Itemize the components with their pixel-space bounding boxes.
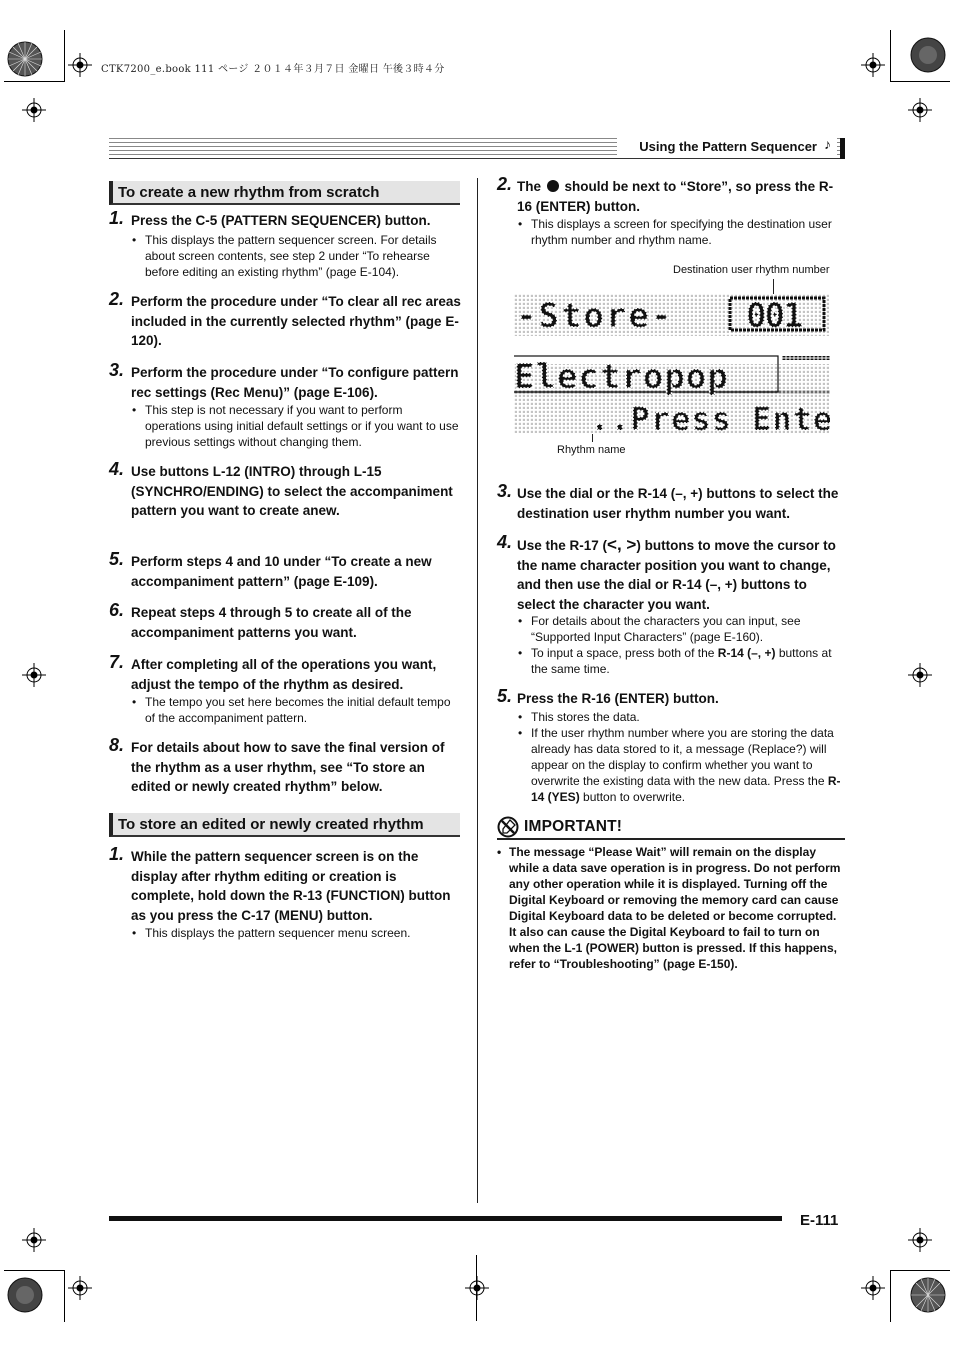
callout-rhythm-name: Rhythm name <box>557 444 626 456</box>
important-text: • The message “Please Wait” will remain on the display while a data save operation is in progress. Do not perform any other operation while it is displayed. Turning off the Digital Keyboard or removing the memory card can cause Digital Keyboard data to be deleted or become corrupted. It also can cause the Digital Keyboard to fail to turn on when the L-1 (POWER) button is pressed. If this happens, refer to “Troubleshooting” (page E-150). <box>509 844 843 972</box>
file-info: CTK7200_e.book 111 ページ ２０１４年３月７日 金曜日 午後３時４分 <box>101 64 445 75</box>
lcd-rhythm-number: 001 <box>746 296 802 336</box>
crosshair-mark-icon <box>861 1276 885 1300</box>
lcd-rhythm-name: Electropop <box>514 357 729 397</box>
crosshair-mark-icon <box>22 1228 46 1252</box>
crosshair-mark-icon <box>68 53 92 77</box>
lcd-line-store: -Store- <box>516 296 674 336</box>
crosshair-mark-icon <box>68 1276 92 1300</box>
crosshair-mark-icon <box>908 98 932 122</box>
important-pen-icon <box>497 816 519 838</box>
registration-disc-icon <box>909 1276 947 1314</box>
page-number: E-111 <box>800 1212 839 1229</box>
lcd-display <box>514 294 830 434</box>
crosshair-mark-icon <box>908 663 932 687</box>
crosshair-mark-icon <box>908 1228 932 1252</box>
registration-disc-icon <box>6 1276 44 1314</box>
crosshair-mark-icon <box>465 1276 489 1300</box>
music-note-icon: ♪ <box>824 136 831 152</box>
lcd-press-enter: ..Press Enter <box>590 400 830 434</box>
crosshair-mark-icon <box>861 53 885 77</box>
crosshair-mark-icon <box>22 98 46 122</box>
section-heading: To store an edited or newly created rhythm <box>109 813 460 837</box>
registration-disc-icon <box>6 40 44 78</box>
crosshair-mark-icon <box>22 663 46 687</box>
filled-circle-icon <box>547 180 559 192</box>
callout-destination-number: Destination user rhythm number <box>673 264 830 276</box>
cursor-arrows-icon: <, > <box>607 535 637 554</box>
column-divider <box>477 178 478 1203</box>
footer-rule <box>109 1216 782 1221</box>
important-title: IMPORTANT! <box>524 818 623 835</box>
running-header-title: Using the Pattern Sequencer <box>639 139 817 154</box>
section-heading: To create a new rhythm from scratch <box>109 181 460 205</box>
registration-disc-icon <box>909 36 947 74</box>
